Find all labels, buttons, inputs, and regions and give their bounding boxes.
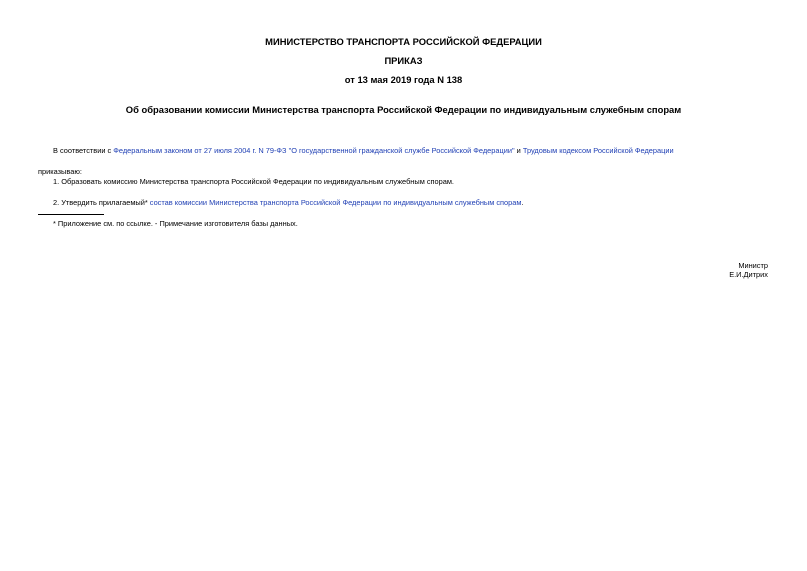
footnote: * Приложение см. по ссылке. - Примечание изготовителя базы данных. bbox=[53, 219, 298, 228]
commission-composition-link[interactable]: состав комиссии Министерства транспорта Российской Федерации по индивидуальным служебным спорам bbox=[149, 198, 522, 207]
signatory-position: Министр bbox=[738, 261, 768, 270]
basis-middle: и bbox=[514, 146, 523, 155]
basis-paragraph bbox=[53, 146, 674, 155]
document-date-number: от 13 мая 2019 года N 138 bbox=[344, 74, 463, 85]
document-title: Об образовании комиссии Министерства транспорта Российской Федерации по индивидуальным служебным спорам bbox=[125, 104, 682, 115]
ministry-heading: МИНИСТЕРСТВО ТРАНСПОРТА РОССИЙСКОЙ ФЕДЕРАЦИИ bbox=[265, 36, 542, 47]
orders-label: приказываю: bbox=[38, 167, 82, 176]
item2-suffix: . bbox=[521, 198, 524, 207]
signatory-name: Е.И.Дитрих bbox=[729, 270, 768, 279]
item2-prefix: 2. Утвердить прилагаемый* bbox=[53, 198, 150, 207]
basis-prefix: В соответствии с bbox=[53, 146, 114, 155]
labor-code-link[interactable]: Трудовым кодексом Российской Федерации bbox=[522, 146, 674, 155]
federal-law-link[interactable]: Федеральным законом от 27 июля 2004 г. N 79-ФЗ "О государственной гражданской службе Российской Федерации" bbox=[113, 146, 515, 155]
order-item-2 bbox=[53, 198, 524, 207]
document-type: ПРИКАЗ bbox=[384, 55, 423, 66]
footnote-divider bbox=[38, 214, 104, 215]
order-item-1: 1. Образовать комиссию Министерства транспорта Российской Федерации по индивидуальным служебным спорам. bbox=[53, 177, 454, 186]
